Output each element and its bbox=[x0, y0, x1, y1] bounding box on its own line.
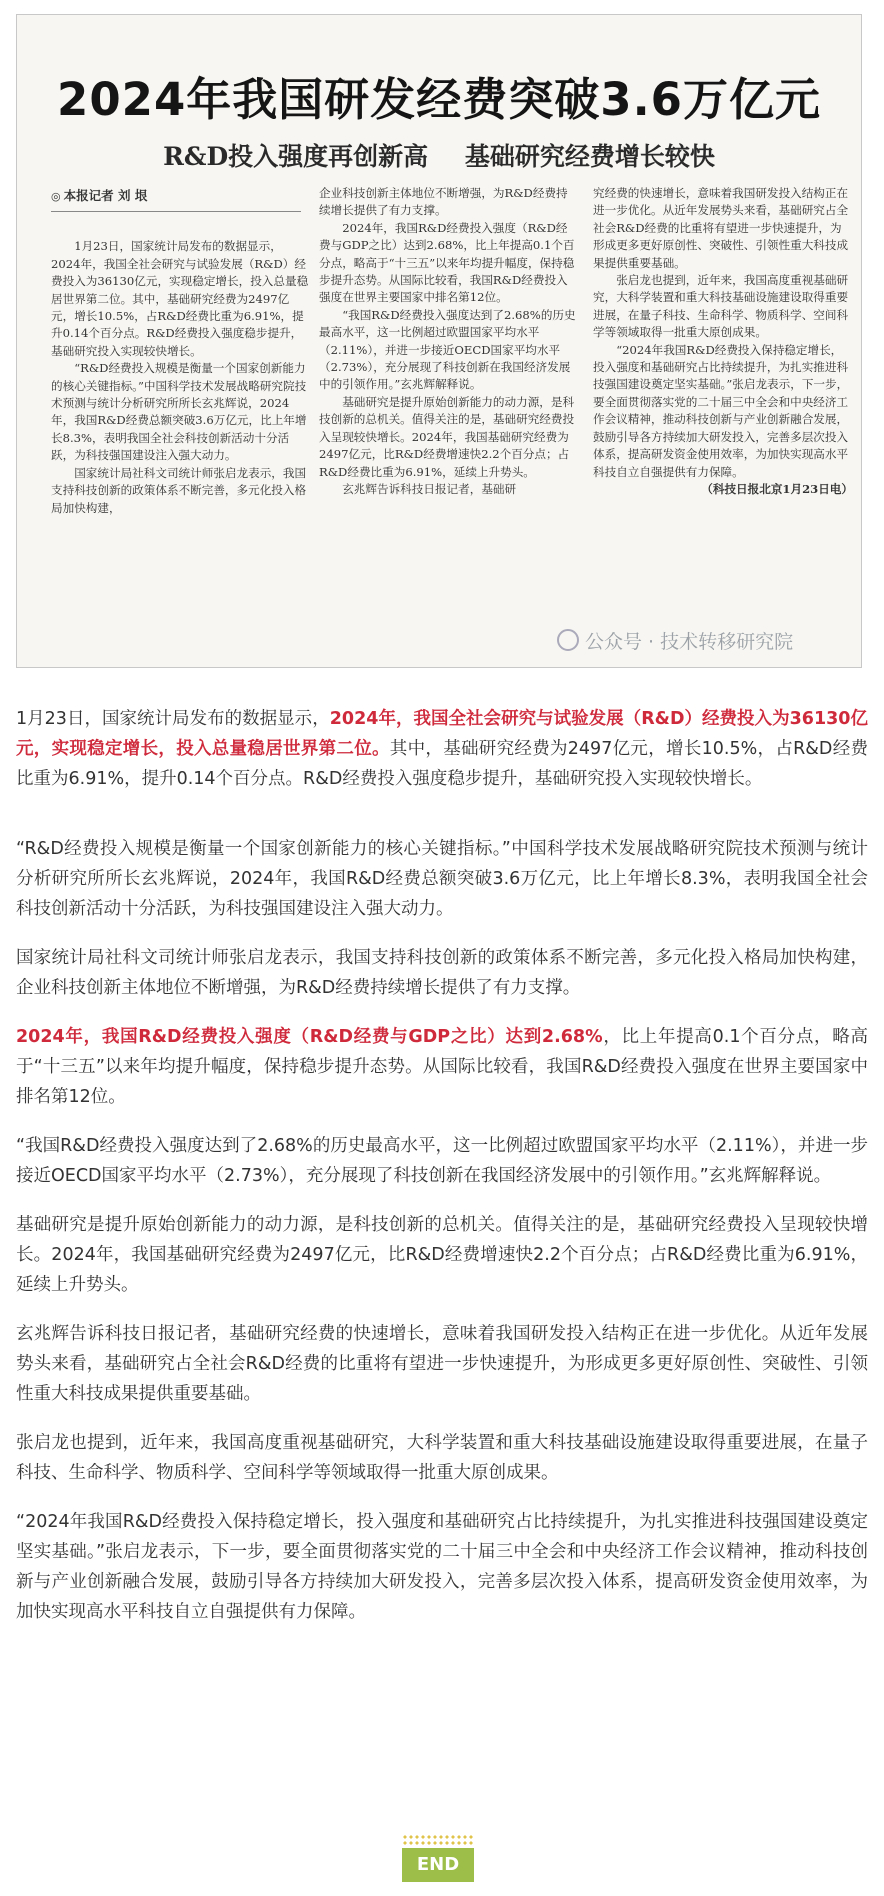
article-paragraph-9: “2024年我国R&D经费投入保持稳定增长，投入强度和基础研究占比持续提升，为扎实推进科技强国建设奠定坚实基础。”张启龙表示，下一步，要全面贯彻落实党的二十届三中全会和中央经济工作会议精神，推动科技创新与产业创新融合发展，鼓励引导各方持续加大研发投入，完善多层次投入体系，提高研发资金使用效率，为加快实现高水平科技自立自强提供有力保障。 bbox=[16, 1512, 868, 1622]
wechat-icon bbox=[557, 629, 579, 651]
clipping-paragraph: “我国R&D经费投入强度达到了2.68%的历史最高水平，这一比例超过欧盟国家平均水平（2.11%），并进一步接近OECD国家平均水平（2.73%），充分展现了科技创新在我国经济发展中的引领作用。”玄兆辉解释说。 bbox=[319, 307, 576, 392]
article-paragraph-1 bbox=[16, 704, 868, 794]
highlight-text: 2024年，我国R&D经费投入强度（R&D经费与GDP之比）达到2.68% bbox=[16, 1027, 603, 1047]
clipping-subheadline: R&D投入强度再创新高 基础研究经费增长较快 bbox=[163, 142, 715, 171]
clipping-paragraph: 玄兆辉告诉科技日报记者，基础研 bbox=[342, 481, 517, 496]
clipping-headline: 2024年我国研发经费突破3.6万亿元 bbox=[57, 73, 821, 126]
byline-marker-icon: ◎ bbox=[51, 190, 61, 203]
clipping-column-1 bbox=[51, 187, 311, 517]
watermark-text: 公众号 · 技术转移研究院 bbox=[585, 631, 794, 653]
text-run: 1月23日，国家统计局发布的数据显示， bbox=[16, 709, 330, 729]
article-paragraph-4 bbox=[16, 1022, 868, 1112]
end-decoration bbox=[402, 1834, 474, 1846]
byline-text: 本报记者 刘 垠 bbox=[63, 188, 148, 203]
article-paragraph-7: 玄兆辉告诉科技日报记者，基础研究经费的快速增长，意味着我国研发投入结构正在进一步优化。从近年发展势头来看，基础研究占全社会R&D经费的比重将有望进一步快速提升，为形成更多更好原创性、突破性、引领性重大科技成果提供重要基础。 bbox=[16, 1324, 868, 1404]
clipping-column-3 bbox=[593, 185, 853, 498]
clipping-paragraph: 究经费的快速增长，意味着我国研发投入结构正在进一步优化。从近年发展势头来看，基础研究占全社会R&D经费的比重将有望进一步快速提升，为形成更多更好原创性、突破性、引领性重大科技成果提供重要基础。 bbox=[593, 186, 849, 270]
clipping-paragraph: “2024年我国R&D经费投入保持稳定增长，投入强度和基础研究占比持续提升，为扎实推进科技强国建设奠定坚实基础。”张启龙表示，下一步，要全面贯彻落实党的二十届三中全会和中央经济工作会议精神，推动科技创新与产业创新融合发展，鼓励引导各方持续加大研发投入，完善多层次投入体系，提高研发资金使用效率，为加快实现高水平科技自立自强提供有力保障。 bbox=[593, 342, 849, 479]
clipping-paragraph: 1月23日，国家统计局发布的数据显示，2024年，我国全社会研究与试验发展（R&D）经费投入为36130亿元，实现稳定增长，投入总量稳居世界第二位。其中，基础研究经费为2497亿元，增长10.5%，占R&D经费比重为6.91%，提升0.14个百分点。R&D经费投入强度稳步提升，基础研究投入实现较快增长。 bbox=[51, 239, 309, 358]
end-badge: END bbox=[402, 1848, 474, 1882]
clipping-byline bbox=[51, 187, 311, 205]
article-paragraph-8: 张启龙也提到，近年来，我国高度重视基础研究，大科学装置和重大科技基础设施建设取得重要进展，在量子科技、生命科学、物质科学、空间科学等领域取得一批重大原创成果。 bbox=[16, 1433, 868, 1483]
clipping-column-2 bbox=[319, 185, 579, 498]
clipping-paragraph: 张启龙也提到，近年来，我国高度重视基础研究，大科学装置和重大科技基础设施建设取得重要进展，在量子科技、生命科学、物质科学、空间科学等领域取得一批重大原创成果。 bbox=[593, 273, 849, 340]
byline-rule bbox=[51, 211, 301, 212]
article-paragraph-3: 国家统计局社科文司统计师张启龙表示，我国支持科技创新的政策体系不断完善，多元化投入格局加快构建，企业科技创新主体地位不断增强，为R&D经费持续增长提供了有力支撑。 bbox=[16, 948, 868, 998]
watermark bbox=[557, 627, 793, 654]
clipping-paragraph: 2024年，我国R&D经费投入强度（R&D经费与GDP之比）达到2.68%，比上年提高0.1个百分点，略高于“十三五”以来年均提升幅度，保持稳步提升态势。从国际比较看，我国R&D经费投入强度在世界主要国家中排名第12位。 bbox=[319, 220, 575, 305]
clipping-paragraph: 基础研究是提升原始创新能力的动力源，是科技创新的总机关。值得关注的是，基础研究经费投入呈现较快增长。2024年，我国基础研究经费为2497亿元，比R&D经费增速快2.2个百分点；占R&D经费比重为6.91%，延续上升势头。 bbox=[319, 394, 575, 479]
clipping-dateline: （科技日报北京1月23日电） bbox=[701, 481, 853, 496]
newspaper-clipping bbox=[16, 14, 862, 668]
text-run: ，比上年提高0.1个百分点，略高于“十三五”以来年均提升幅度，保持稳步提升态势。从国际比较看，我国R&D经费投入强度在世界主要国家中排名第12位。 bbox=[16, 1027, 868, 1107]
clipping-paragraph: 国家统计局社科文司统计师张启龙表示，我国支持科技创新的政策体系不断完善，多元化投入格局加快构建， bbox=[51, 465, 307, 515]
article-paragraph-6: 基础研究是提升原始创新能力的动力源，是科技创新的总机关。值得关注的是，基础研究经费投入呈现较快增长。2024年，我国基础研究经费为2497亿元，比R&D经费增速快2.2个百分点；占R&D经费比重为6.91%，延续上升势头。 bbox=[16, 1215, 868, 1295]
article-paragraph-2: “R&D经费投入规模是衡量一个国家创新能力的核心关键指标。”中国科学技术发展战略研究院技术预测与统计分析研究所所长玄兆辉说，2024年，我国R&D经费总额突破3.6万亿元，比上年增长8.3%，表明我国全社会科技创新活动十分活跃，为科技强国建设注入强大动力。 bbox=[16, 839, 868, 919]
article-paragraph-5: “我国R&D经费投入强度达到了2.68%的历史最高水平，这一比例超过欧盟国家平均水平（2.11%），并进一步接近OECD国家平均水平（2.73%），充分展现了科技创新在我国经济发展中的引领作用。”玄兆辉解释说。 bbox=[16, 1136, 868, 1186]
clipping-paragraph: “R&D经费投入规模是衡量一个国家创新能力的核心关键指标。”中国科学技术发展战略研究院技术预测与统计分析研究所所长玄兆辉说，2024年，我国R&D经费总额突破3.6万亿元，比上年增长8.3%，表明我国全社会科技创新活动十分活跃，为科技强国建设注入强大动力。 bbox=[51, 361, 307, 463]
article-body bbox=[16, 704, 868, 1627]
text-run: 其中，基础研究经费为2497亿元，增长10.5%，占R&D经费比重为6.91%，提升0.14个百分点。R&D经费投入强度稳步提升，基础研究投入实现较快增长。 bbox=[16, 739, 868, 789]
highlight-text: 2024年，我国全社会研究与试验发展（R&D）经费投入为36130亿元，实现稳定增长，投入总量稳居世界第二位。 bbox=[16, 709, 868, 759]
clipping-paragraph: 企业科技创新主体地位不断增强，为R&D经费持续增长提供了有力支撑。 bbox=[319, 186, 568, 218]
